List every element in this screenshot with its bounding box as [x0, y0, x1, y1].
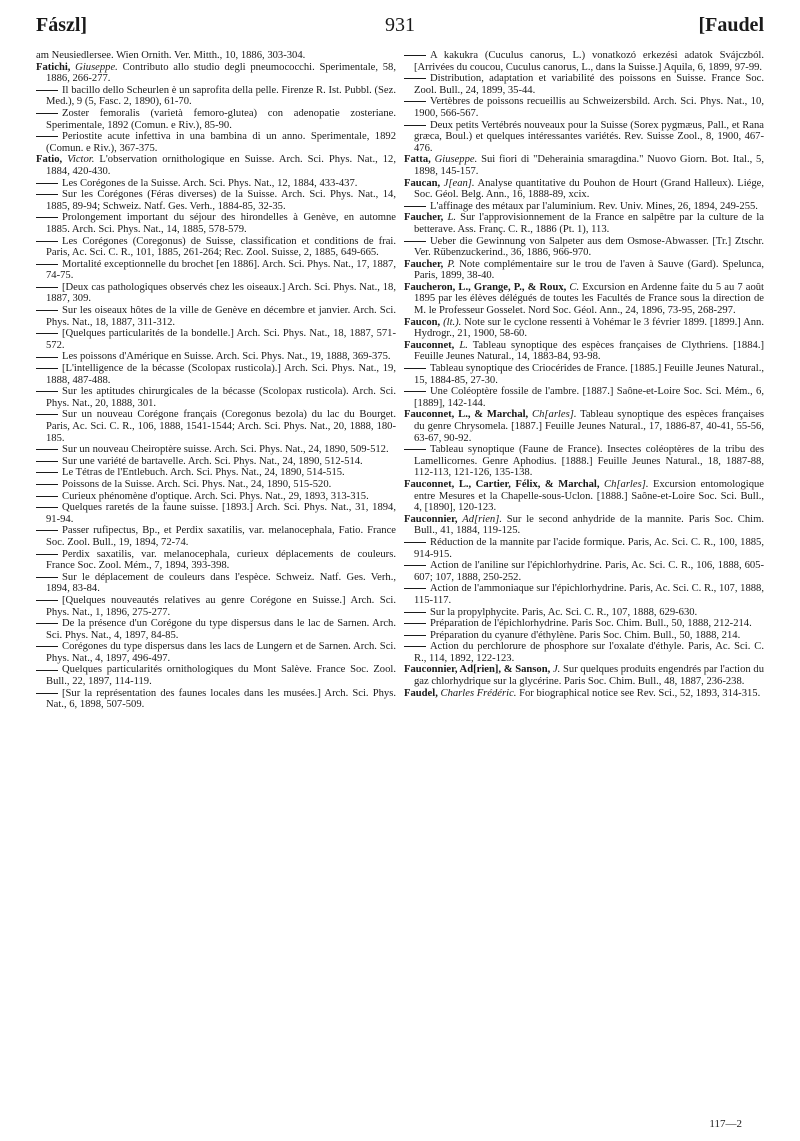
ditto-dash: [36, 530, 58, 531]
bibliography-entry: [404, 664, 764, 687]
entry-given-name: L.: [459, 339, 468, 351]
bibliography-entry: [36, 491, 396, 503]
bibliography-entry: [404, 212, 764, 235]
entry-text: Poissons de la Suisse. Arch. Sci. Phys. Nat., 24, 1890, 515-520.: [62, 478, 332, 490]
entry-text: Passer rufipectus, Bp., et Perdix saxatilis, var. melanocephala, Fatio. France Soc. Zool. Bull., 19, 1894, 72-74.: [46, 525, 396, 548]
entry-text: Sur une variété de bartavelle. Arch. Sci. Phys. Nat., 24, 1890, 512-514.: [62, 455, 363, 467]
entry-text: [Quelques nouveautés relatives au genre Corégone en Suisse.] Arch. Sci. Phys. Nat., 1, 1896, 275-277.: [46, 594, 396, 618]
entry-text: Analyse quantitative du Pouhon de Hourt (Grand Halleux). Liége, Soc. Géol. Belg. Ann., 16, 1888-89, xcix.: [414, 177, 764, 201]
ditto-dash: [36, 693, 58, 694]
entry-text: De la présence d'un Corégone du type dispersus dans le lac de Sarnen. Arch. Sci. Phys. Nat., 4, 1897, 84-85.: [46, 618, 396, 641]
entry-author: Fauconnet,: [404, 339, 455, 351]
bibliography-entry: [404, 50, 764, 73]
bibliography-entry: [404, 73, 764, 96]
bibliography-entry: [36, 212, 396, 235]
entry-text: Les poissons d'Amérique en Suisse. Arch. Sci. Phys. Nat., 19, 1888, 369-375.: [62, 351, 391, 363]
entry-text: Mortalité exceptionnelle du brochet [en 1886]. Arch. Sci. Phys. Nat., 17, 1887, 74-75.: [46, 258, 396, 282]
bibliography-entry: [36, 664, 396, 687]
bibliography-entry: [36, 618, 396, 641]
bibliography-entry: [404, 259, 764, 282]
ditto-dash: [36, 194, 58, 195]
entry-text: Sui fiori di "Deherainia smaragdina." Nuovo Giorn. Bot. Ital., 5, 1898, 145-157.: [414, 154, 765, 177]
entry-text: Tableau synoptique des espèces françaises du genre Chrysomela. [1887.] Feuille Jeunes Natural., 17, 1886-87, 40-41, 55-56, 63-67, 90-92.: [414, 409, 765, 444]
entry-text: L'affinage des métaux par l'aluminium. Rev. Univ. Mines, 26, 1894, 249-255.: [430, 200, 758, 212]
bibliography-entry: [404, 618, 764, 630]
ditto-dash: [36, 449, 58, 450]
entry-text: Sur quelques produits engendrés par l'action du gaz chlorhydrique sur la glycérine. Paris Soc. Chim. Bull., 48, 1887, 236-238.: [414, 664, 764, 688]
entry-text: Sur le second anhydride de la mannite. Paris Soc. Chim. Bull., 41, 1884, 119-125.: [414, 513, 764, 537]
ditto-dash: [404, 646, 426, 647]
ditto-dash: [36, 461, 58, 462]
bibliography-entry: [36, 305, 396, 328]
entry-given-name: Ch[arles].: [532, 409, 577, 421]
entry-text: Sur un nouveau Corégone français (Coregonus bezola) du lac du Bourget. Paris, Ac. Sci. C. R., 106, 1888, 1541-1544; Arch. Sci. Phys. Nat., 20, 1888, 180-185.: [46, 409, 396, 444]
entry-text: Ueber die Gewinnung von Salpeter aus dem Osmose-Abwasser. [Tr.] Ztschr. Ver. Rübenzuckerind., 36, 1886, 966-970.: [414, 235, 764, 259]
ditto-dash: [36, 670, 58, 671]
entry-text: Excursion en Ardenne faite du 5 au 7 août 1895 par les élèves délégués de toutes les Facultés de France sous la direction de M. le Professeur Gosselet. Nord Soc. Géol. Ann., 24, 1896, 73-95, 268-297.: [414, 281, 764, 317]
entry-text: Tableau synoptique des espèces françaises de Clythriens. [1884.] Feuille Jeunes Natural., 14, 1883-84, 93-98.: [414, 339, 764, 363]
ditto-dash: [404, 101, 426, 102]
entry-given-name: Victor.: [67, 154, 95, 166]
entry-text: Vertèbres de poissons recueillis au Schweizersbild. Arch. Sci. Phys. Nat., 10, 1900, 566-567.: [414, 96, 764, 119]
entry-given-name: Charles Frédéric.: [440, 687, 517, 699]
ditto-dash: [36, 90, 58, 91]
bibliography-entry: [404, 120, 764, 155]
entry-given-name: P.: [447, 258, 456, 270]
header-left-guide: Fászl]: [36, 14, 88, 36]
bibliography-entry: [36, 467, 396, 479]
ditto-dash: [36, 496, 58, 497]
bibliography-entry: [36, 502, 396, 525]
entry-author: Faucan,: [404, 177, 441, 189]
bibliography-entry: [404, 688, 764, 700]
entry-given-name: Giuseppe.: [434, 154, 478, 166]
entry-text: Contributo allo studio degli pneumococchi. Sperimentale, 58, 1886, 266-277.: [46, 61, 396, 85]
entry-text: Excursion entomologique entre Mesures et la Chapelle-sous-Uclon. [1888.] Saône-et-Loire Soc. Sci. Bull., 4, [1890], 120-123.: [414, 478, 765, 514]
bibliography-entry: [36, 236, 396, 259]
signature-mark: 117—2: [709, 1118, 742, 1130]
bibliography-entry: [36, 259, 396, 282]
entry-author: Faucon,: [404, 316, 441, 328]
bibliography-entry: [36, 641, 396, 664]
ditto-dash: [36, 287, 58, 288]
entry-given-name: J.: [552, 664, 561, 676]
entry-author: Fauconnet, L., & Marchal,: [404, 409, 529, 421]
entry-text: Perdix saxatilis, var. melanocephala, curieux déplacements de couleurs. France Soc. Zool. Mém., 7, 1894, 393-398.: [46, 548, 396, 572]
ditto-dash: [36, 333, 58, 334]
bibliography-entry: [404, 236, 764, 259]
entry-text: [Sur la représentation des faunes locales dans les musées.] Arch. Sci. Phys. Nat., 6, 1898, 507-509.: [46, 687, 396, 711]
page-header: [36, 14, 764, 42]
ditto-dash: [36, 646, 58, 647]
entry-text: Sur un nouveau Cheiroptère suisse. Arch. Sci. Phys. Nat., 24, 1890, 509-512.: [62, 444, 389, 456]
ditto-dash: [404, 55, 426, 56]
entry-text: Sur les oiseaux hôtes de la ville de Genève en décembre et janvier. Arch. Sci. Phys. Nat., 18, 1887, 311-312.: [46, 305, 396, 328]
bibliography-entry: [36, 688, 396, 711]
ditto-dash: [36, 310, 58, 311]
entry-text: Curieux phénomène d'optique. Arch. Sci. Phys. Nat., 29, 1893, 313-315.: [62, 490, 369, 502]
entry-text: L'observation ornithologique en Suisse. Arch. Sci. Phys. Nat., 12, 1884, 420-430.: [46, 154, 396, 177]
entry-author: Fatichi,: [36, 61, 71, 73]
bibliography-entry: [36, 444, 396, 456]
entry-text: Sur les aptitudes chirurgicales de la bécasse (Scolopax rusticola). Arch. Sci. Phys. Nat., 20, 1888, 301.: [46, 386, 396, 409]
bibliography-entry: [404, 630, 764, 642]
entry-given-name: Ad[rien].: [462, 513, 502, 525]
bibliography-entry: [404, 409, 764, 444]
ditto-dash: [36, 414, 58, 415]
page-number: 931: [385, 14, 415, 36]
ditto-dash: [36, 217, 58, 218]
bibliography-entry: [404, 641, 764, 664]
ditto-dash: [36, 472, 58, 473]
ditto-dash: [404, 612, 426, 613]
ditto-dash: [36, 136, 58, 137]
ditto-dash: [404, 206, 426, 207]
entry-author: Faucheron, L., Grange, P., & Roux,: [404, 281, 567, 293]
bibliography-entry: [36, 572, 396, 595]
entry-text: Periostite acute infettiva in una bambina di un anno. Sperimentale, 1892 (Comun. e Riv.), 367-375.: [46, 131, 396, 154]
bibliography-entry: [404, 537, 764, 560]
entry-text: [L'intelligence de la bécasse (Scolopax rusticola).] Arch. Sci. Phys. Nat., 19, 1888, 487-488.: [46, 363, 396, 386]
entry-text: Action de l'aniline sur l'épichlorhydrine. Paris, Ac. Sci. C. R., 106, 1888, 605-607; 107, 1888, 250-252.: [414, 560, 764, 583]
ditto-dash: [404, 449, 426, 450]
entry-text: A kakukra (Cuculus canorus, L.) vonatkozó erkezési adatok Svájczból. [Arrivées du coucou, Cuculus canorus, L., dans la Suisse.] Aquila, 6, 1899, 97-99.: [414, 50, 764, 73]
entry-author: Faucher,: [404, 258, 444, 270]
ditto-dash: [404, 241, 426, 242]
ditto-dash: [404, 588, 426, 589]
bibliography-entry: [36, 178, 396, 190]
entry-author: Fauconnier, Ad[rien], & Sanson,: [404, 664, 551, 676]
bibliography-entry: [36, 351, 396, 363]
entry-text: Une Coléoptère fossile de l'ambre. [1887.] Saône-et-Loire Soc. Sci. Mém., 6, [1889], 142-144.: [414, 386, 764, 409]
entry-given-name: C.: [569, 281, 580, 293]
bibliography-entry: [404, 444, 764, 479]
bibliography-entry: [404, 201, 764, 213]
left-column: [36, 50, 396, 711]
bibliography-entry: [404, 479, 764, 514]
ditto-dash: [36, 484, 58, 485]
entry-text: Quelques raretés de la faune suisse. [1893.] Arch. Sci. Phys. Nat., 31, 1894, 91-94.: [46, 502, 396, 525]
bibliography-entry: [36, 456, 396, 468]
ditto-dash: [36, 391, 58, 392]
entry-text: Sur les Corégones (Féras diverses) de la Suisse. Arch. Sci. Phys. Nat., 14, 1885, 89-94; Schweiz. Natf. Ges. Verh., 1884-85, 32-35.: [46, 189, 396, 212]
right-column: [404, 50, 764, 699]
entry-text: Préparation de l'épichlorhydrine. Paris Soc. Chim. Bull., 50, 1888, 212-214.: [430, 618, 752, 630]
ditto-dash: [36, 577, 58, 578]
entry-text: Note sur le cyclone ressenti à Vohémar le 3 février 1899. [1899.] Ann. Hydrogr., 21, 1900, 58-60.: [414, 316, 764, 340]
bibliography-entry: [404, 340, 764, 363]
ditto-dash: [36, 623, 58, 624]
ditto-dash: [404, 125, 426, 126]
bibliography-entry: [36, 108, 396, 131]
bibliography-entry: [36, 595, 396, 618]
ditto-dash: [36, 368, 58, 369]
entry-text: Action du perchlorure de phosphore sur l'oxalate d'éthyle. Paris, Ac. Sci. C. R., 114, 1892, 122-123.: [414, 641, 764, 664]
entry-given-name: J[ean].: [443, 177, 475, 189]
bibliography-entry: [404, 607, 764, 619]
bibliography-entry: [36, 154, 396, 177]
ditto-dash: [36, 554, 58, 555]
ditto-dash: [404, 623, 426, 624]
entry-text: Note complémentaire sur le trou de l'aven à Sauve (Gard). Spelunca, Paris, 1899, 38-40.: [414, 258, 765, 282]
bibliography-entry: [404, 560, 764, 583]
entry-text: Sur l'approvisionnement de la France en salpêtre par la culture de la betterave. Ass. Franç. C. R., 1886 (Pt. 1), 113.: [414, 212, 764, 235]
bibliography-entry: [404, 317, 764, 340]
ditto-dash: [36, 507, 58, 508]
header-right-guide: [Faudel: [698, 14, 764, 36]
bibliography-entry: [36, 50, 396, 62]
bibliography-entry: [36, 386, 396, 409]
bibliography-entry: [404, 178, 764, 201]
entry-given-name: Giuseppe.: [75, 61, 118, 73]
entry-given-name: Ch[arles].: [604, 478, 649, 490]
bibliography-entry: [404, 96, 764, 119]
bibliography-entry: [36, 363, 396, 386]
entry-text: Réduction de la mannite par l'acide formique. Paris, Ac. Sci. C. R., 100, 1885, 914-915.: [414, 536, 764, 560]
bibliography-entry: [36, 525, 396, 548]
entry-text: Il bacillo dello Scheurlen è un saprofita della pelle. Firenze R. Ist. Pubbl. (Sez. Med.), 9 (5, Fasc. 2, 1890), 61-70.: [46, 84, 396, 108]
entry-given-name: (lt.).: [443, 316, 462, 328]
bibliography-entry: [404, 154, 764, 177]
bibliography-entry: [36, 85, 396, 108]
bibliography-entry: [36, 549, 396, 572]
bibliography-entry: [404, 386, 764, 409]
ditto-dash: [36, 600, 58, 601]
entry-text: Tableau synoptique (Faune de France). Insectes coléoptères de la tribu des Lamellicornes. Genre Aphodius. [1888.] Feuille Jeunes Natural., 18, 1887-88, 112-113, 121-126, 135-138.: [414, 444, 764, 479]
entry-author: Fauconnet, L., Cartier, Félix, & Marchal,: [404, 478, 600, 490]
entry-text: am Neusiedlersee. Wien Ornith. Ver. Mitth., 10, 1886, 303-304.: [36, 50, 306, 61]
ditto-dash: [404, 78, 426, 79]
bibliography-entry: [404, 514, 764, 537]
ditto-dash: [404, 542, 426, 543]
ditto-dash: [404, 565, 426, 566]
bibliography-entry: [36, 328, 396, 351]
entry-text: Les Corégones de la Suisse. Arch. Sci. Phys. Nat., 12, 1884, 433-437.: [62, 177, 358, 189]
entry-text: Prolongement important du séjour des hirondelles à Genève, en automne 1885. Arch. Sci. Phys. Nat., 14, 1885, 578-579.: [46, 212, 396, 235]
entry-text: Préparation du cyanure d'éthylène. Paris Soc. Chim. Bull., 50, 1888, 214.: [430, 629, 741, 641]
entry-text: [Deux cas pathologiques observés chez les oiseaux.] Arch. Sci. Phys. Nat., 18, 1887, 309.: [46, 281, 396, 305]
ditto-dash: [404, 391, 426, 392]
entry-text: Le Tétras de l'Entlebuch. Arch. Sci. Phys. Nat., 24, 1890, 514-515.: [62, 467, 345, 479]
entry-text: For biographical notice see Rev. Sci., 52, 1893, 314-315.: [519, 687, 761, 699]
entry-text: Tableau synoptique des Criocérides de France. [1885.] Feuille Jeunes Natural., 15, 1884-85, 27-30.: [414, 363, 764, 386]
ditto-dash: [36, 113, 58, 114]
entry-text: Action de l'ammoniaque sur l'épichlorhydrine. Paris, Ac. Sci. C. R., 107, 1888, 115-117.: [414, 583, 764, 606]
entry-text: Corégones du type dispersus dans les lacs de Lungern et de Sarnen. Arch. Sci. Phys. Nat., 4, 1897, 496-497.: [46, 641, 396, 664]
entry-text: Zoster femoralis (varietà femoro-glutea) con adenopatie zosteriane. Sperimentale, 1892 (Comun. e Riv.), 85-90.: [46, 107, 396, 131]
bibliography-entry: [36, 479, 396, 491]
bibliography-entry: [404, 583, 764, 606]
bibliography-entry: [36, 189, 396, 212]
entry-author: Fauconnier,: [404, 513, 458, 525]
entry-author: Fatio,: [36, 154, 63, 166]
entry-text: Deux petits Vertébrés nouveaux pour la Suisse (Sorex pygmæus, Pall., et Rana græca, Boul.) et quelques intéressantes variétés. Rev. Suisse Zool., 8, 1900, 467-476.: [414, 119, 764, 154]
entry-text: Les Corégones (Coregonus) de Suisse, classification et conditions de frai. Paris, Ac. Sci. C. R., 101, 1885, 261-264; Rec. Zool. Suisse, 2, 1885, 649-665.: [46, 235, 396, 259]
entry-text: Quelques particularités ornithologiques du Mont Salève. France Soc. Zool. Bull., 22, 1897, 114-119.: [46, 664, 396, 688]
ditto-dash: [404, 635, 426, 636]
ditto-dash: [36, 357, 58, 358]
bibliography-entry: [36, 409, 396, 444]
ditto-dash: [36, 183, 58, 184]
bibliography-entry: [404, 282, 764, 317]
bibliography-entry: [36, 131, 396, 154]
entry-text: [Quelques particularités de la bondelle.] Arch. Sci. Phys. Nat., 18, 1887, 571-572.: [46, 328, 396, 351]
entry-given-name: L.: [447, 212, 457, 224]
entry-author: Faudel,: [404, 687, 438, 699]
bibliography-entry: [36, 62, 396, 85]
ditto-dash: [404, 368, 426, 369]
entry-author: Fatta,: [404, 154, 431, 166]
entry-text: Distribution, adaptation et variabilité des poissons en Suisse. France Soc. Zool. Bull., 24, 1899, 35-44.: [414, 73, 764, 96]
ditto-dash: [36, 264, 58, 265]
entry-text: Sur le déplacement de couleurs dans l'espèce. Schweiz. Natf. Ges. Verh., 1894, 83-84.: [46, 571, 396, 595]
entry-text: Sur la propylphycite. Paris, Ac. Sci. C. R., 107, 1888, 629-630.: [430, 606, 698, 618]
entry-author: Faucher,: [404, 212, 444, 224]
ditto-dash: [36, 241, 58, 242]
bibliography-entry: [36, 282, 396, 305]
bibliography-entry: [404, 363, 764, 386]
